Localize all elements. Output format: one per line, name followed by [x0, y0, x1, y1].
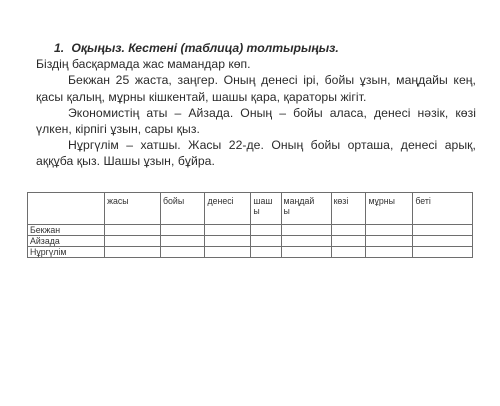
- header-body: [205, 193, 251, 225]
- header-height: [160, 193, 204, 225]
- task-document: [36, 40, 476, 170]
- header-forehead: [281, 193, 331, 225]
- table-row: [28, 247, 473, 258]
- header-eyes: [331, 193, 366, 225]
- forehead-cell[interactable]: [281, 247, 331, 258]
- header-hair: [251, 193, 281, 225]
- header-corner-cell: [28, 193, 105, 225]
- height-cell[interactable]: [160, 236, 204, 247]
- eyes-cell[interactable]: [331, 236, 366, 247]
- body-cell[interactable]: [205, 247, 251, 258]
- face-cell[interactable]: [413, 236, 473, 247]
- hair-cell[interactable]: [251, 236, 281, 247]
- task-number: 1.: [54, 41, 65, 55]
- height-cell[interactable]: [160, 247, 204, 258]
- header-face: [413, 193, 473, 225]
- body-cell[interactable]: [205, 225, 251, 236]
- nose-cell[interactable]: [366, 247, 413, 258]
- eyes-cell[interactable]: [331, 247, 366, 258]
- fill-in-table: [27, 192, 473, 258]
- header-forehead-label-line2: ы: [283, 206, 290, 216]
- nose-cell[interactable]: [366, 236, 413, 247]
- row-name-cell: Бекжан: [28, 225, 105, 236]
- nose-cell[interactable]: [366, 225, 413, 236]
- intro-sentence: Біздің басқармада жас мамандар көп.: [36, 57, 251, 72]
- header-age: [105, 193, 161, 225]
- hair-cell[interactable]: [251, 247, 281, 258]
- age-cell[interactable]: [105, 247, 161, 258]
- forehead-cell[interactable]: [281, 236, 331, 247]
- task-heading: [36, 40, 476, 56]
- row-name-cell: Нұргүлім: [28, 247, 105, 258]
- height-cell[interactable]: [160, 225, 204, 236]
- face-cell[interactable]: [413, 225, 473, 236]
- paragraph-aizada: Экономистің аты – Айзада. Оның – бойы аласа, денесі нәзік, көзі үлкен, кірпігі ұзын, сары қыз.: [36, 105, 476, 137]
- age-cell[interactable]: [105, 236, 161, 247]
- header-height-label: бойы: [162, 196, 185, 206]
- hair-cell[interactable]: [251, 225, 281, 236]
- paragraph-bekkhan: Бекжан 25 жаста, заңгер. Оның денесі ірі, бойы ұзын, маңдайы кең, қасы қалың, мұрны кішкентай, шашы қара, қараторы жігіт.: [36, 73, 476, 104]
- face-cell[interactable]: [413, 247, 473, 258]
- task-title: Оқыңыз. Кестені (таблица) толтырыңыз.: [71, 41, 339, 55]
- table-header-row: [28, 193, 473, 225]
- age-cell[interactable]: [105, 225, 161, 236]
- header-forehead-label-line1: маңдай: [283, 196, 315, 206]
- header-age-label: жасы: [107, 196, 129, 206]
- forehead-cell[interactable]: [281, 225, 331, 236]
- paragraph-nurgulim: Нұргүлім – хатшы. Жасы 22-де. Оның бойы орташа, денесі арық, аққұба қыз. Шашы ұзын, бұйра.: [36, 138, 476, 169]
- eyes-cell[interactable]: [331, 225, 366, 236]
- header-eyes-label: көзі: [333, 196, 349, 206]
- body-cell[interactable]: [205, 236, 251, 247]
- row-name-cell: Айзада: [28, 236, 105, 247]
- table-row: [28, 225, 473, 236]
- header-nose: [366, 193, 413, 225]
- table-row: [28, 236, 473, 247]
- header-nose-label: мұрны: [368, 196, 395, 206]
- header-hair-label-line2: ы: [253, 206, 260, 216]
- header-body-label: денесі: [207, 196, 234, 206]
- header-face-label: беті: [415, 196, 431, 206]
- header-hair-label-line1: шаш: [253, 196, 273, 206]
